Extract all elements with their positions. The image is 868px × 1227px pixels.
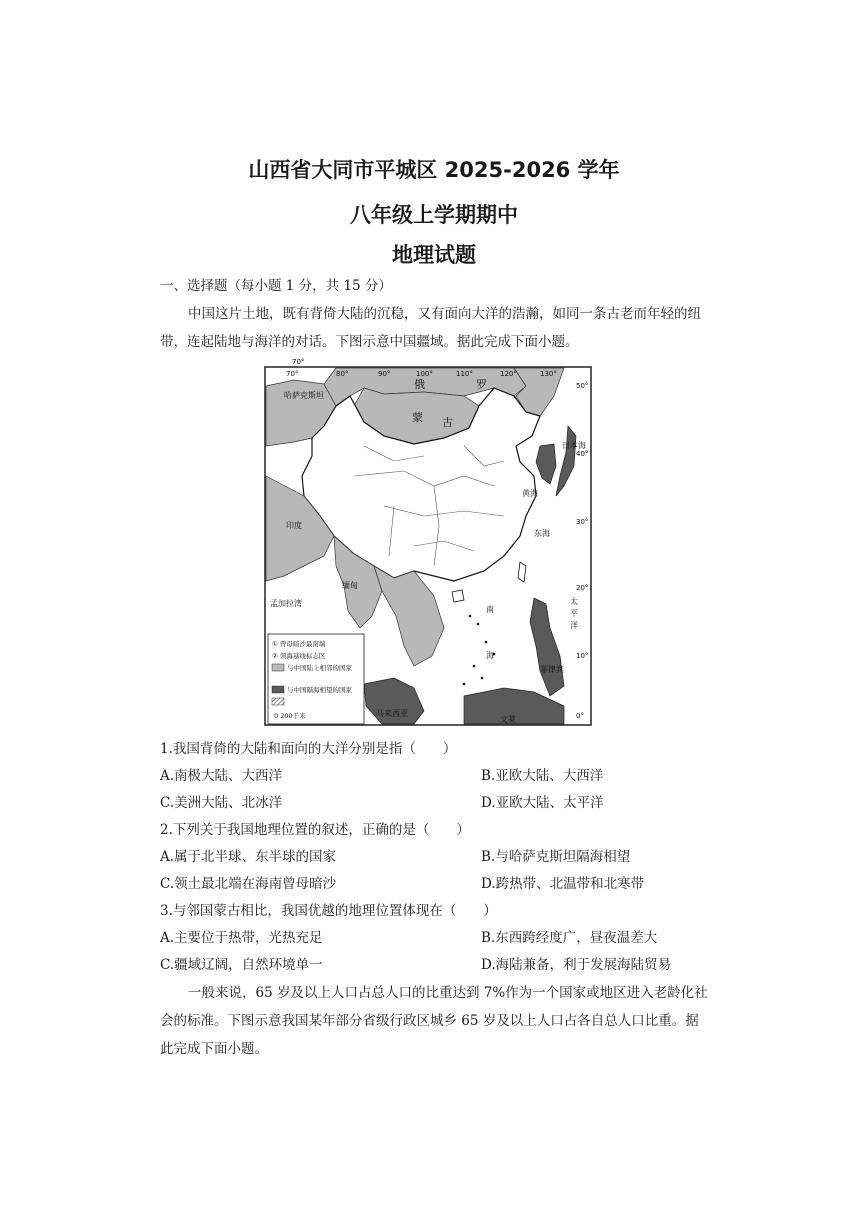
lon-label-80: 80° [336, 370, 349, 378]
q1-option-a[interactable]: A.南极大陆、大西洋 [160, 768, 283, 784]
question-3-stem: 3.与邻国蒙古相比，我国优越的地理位置体现在（ ） [160, 903, 497, 919]
q1-option-d[interactable]: D.亚欧大陆、太平洋 [481, 795, 604, 811]
label-pacific-3: 洋 [570, 621, 578, 630]
section-heading: 一、选择题（每小题 1 分，共 15 分） [160, 278, 392, 294]
lat-label-20: 20° [576, 584, 589, 592]
legend-item-2: ② 领海基线标志区 [272, 652, 326, 660]
lon-label-130: 130° [540, 370, 557, 378]
lon-label-100: 100° [416, 370, 433, 378]
lat-label-30: 30° [576, 518, 589, 526]
legend-swatch-sea [272, 686, 284, 693]
intro-text-line2: 带，连起陆地与海洋的对话。下图示意中国疆域。据此完成下面小题。 [160, 334, 579, 350]
label-south-sea-1: 南 [486, 605, 494, 614]
label-myanmar: 缅甸 [342, 581, 358, 590]
aging-intro-line3: 此完成下面小题。 [160, 1041, 268, 1057]
label-pacific-1: 太 [570, 597, 578, 606]
aging-intro-line2: 会的标准。下图示意我国某年部分省级行政区城乡 65 岁及以上人口占各自总人口比重。据 [160, 1013, 699, 1029]
label-mongolia-1: 蒙 [412, 411, 423, 424]
question-2-stem: 2.下列关于我国地理位置的叙述，正确的是（ ） [160, 822, 470, 838]
question-1-stem: 1.我国背倚的大陆和面向的大洋分别是指（ ） [160, 741, 457, 757]
lat-label-50: 50° [576, 382, 589, 390]
legend-item-4: 与中国隔海相望的国家 [287, 686, 352, 694]
legend-item-1: ① 曾母暗沙最南端 [272, 640, 326, 648]
map-svg [264, 358, 592, 726]
label-russia-1: 俄 [414, 378, 425, 391]
label-yellow-sea: 黄海 [522, 489, 538, 498]
legend-item-3: 与中国陆上相邻的国家 [287, 664, 352, 672]
lat-label-10: 10° [576, 652, 589, 660]
lat-label-40: 40° [576, 450, 589, 458]
q3-option-c[interactable]: C.疆域辽阔，自然环境单一 [160, 957, 323, 973]
intro-text-line1: 中国这片土地，既有背倚大陆的沉稳，又有面向大洋的浩瀚，如同一条古老而年轻的纽 [188, 306, 701, 322]
label-philippines: 菲律宾 [540, 665, 564, 674]
lon-label-120: 120° [500, 370, 517, 378]
label-mongolia-2: 古 [442, 416, 453, 429]
q2-option-c[interactable]: C.领土最北端在海南曾母暗沙 [160, 876, 337, 892]
q3-option-d[interactable]: D.海陆兼备，利于发展海陆贸易 [481, 957, 672, 973]
label-kazakhstan: 哈萨克斯坦 [284, 391, 324, 400]
q2-option-a[interactable]: A.属于北半球、东半球的国家 [160, 849, 337, 865]
label-pacific-2: 平 [570, 609, 578, 618]
hainan-shape [452, 590, 464, 602]
label-brunei: 文莱 [500, 715, 516, 724]
label-bay-of-bengal: 孟加拉湾 [270, 599, 302, 608]
label-russia-2: 罗 [476, 378, 487, 391]
label-east-sea: 东海 [534, 529, 550, 538]
q3-option-b[interactable]: B.东西跨经度广，昼夜温差大 [481, 930, 658, 946]
legend-scale: 0 200千米 [274, 712, 306, 720]
label-india: 印度 [286, 521, 302, 530]
china-territory-map [264, 358, 592, 726]
q2-option-d[interactable]: D.跨热带、北温带和北寒带 [481, 876, 645, 892]
exam-title-line2: 八年级上学期期中 [350, 203, 518, 227]
exam-title-line1: 山西省大同市平城区 2025-2026 学年 [248, 158, 620, 182]
q1-option-b[interactable]: B.亚欧大陆、大西洋 [481, 768, 604, 784]
exam-title-line3: 地理试题 [392, 243, 476, 267]
lon-label-70: 70° [286, 370, 299, 378]
legend-swatch-hatch [272, 698, 284, 705]
lat-label-0: 0° [576, 712, 584, 720]
q2-option-b[interactable]: B.与哈萨克斯坦隔海相望 [481, 849, 631, 865]
legend-swatch-land [272, 664, 284, 671]
label-south-sea-2: 海 [486, 651, 494, 660]
q3-option-a[interactable]: A.主要位于热带，光热充足 [160, 930, 323, 946]
lon-label-70: 70° [292, 358, 305, 366]
lon-label-90: 90° [378, 370, 391, 378]
lon-label-110: 110° [456, 370, 473, 378]
label-malaysia: 马来西亚 [376, 709, 408, 718]
label-japan-sea: 日本海 [562, 441, 586, 450]
aging-intro-line1: 一般来说，65 岁及以上人口占总人口的比重达到 7%作为一个国家或地区进入老龄化社 [188, 985, 708, 1001]
q1-option-c[interactable]: C.美洲大陆、北冰洋 [160, 795, 283, 811]
